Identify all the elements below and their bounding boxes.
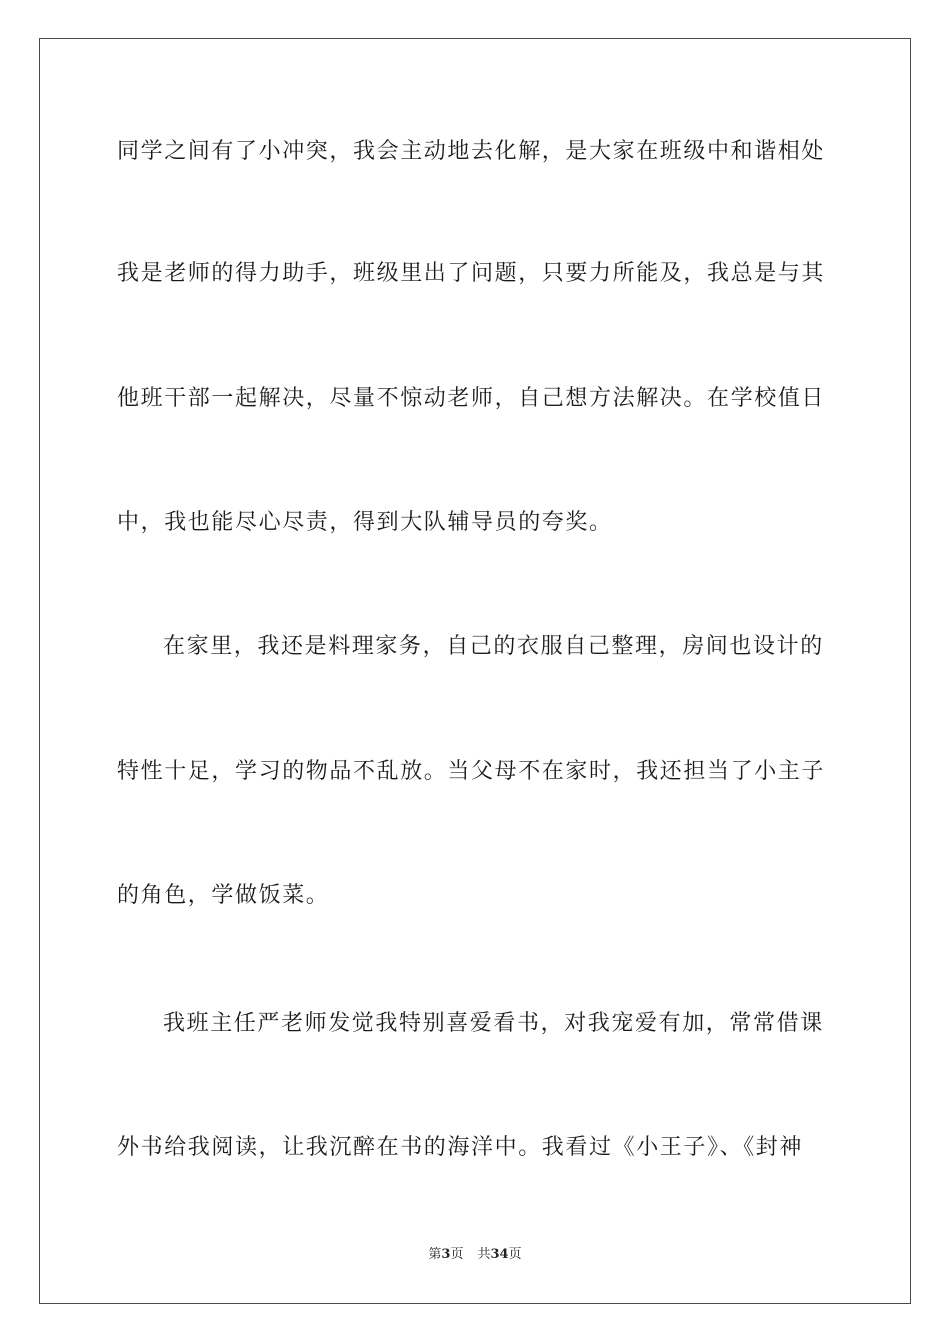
page-border: [39, 38, 911, 1304]
text-line-4: 中，我也能尽心尽责，得到大队辅导员的夸奖。: [117, 510, 613, 535]
text-line-5: 在家里，我还是料理家务，自己的衣服自己整理，房间也设计的: [163, 634, 824, 659]
page-suffix: 页: [450, 1247, 464, 1262]
text-line-2: 我是老师的得力助手，班级里出了问题，只要力所能及，我总是与其: [117, 261, 826, 286]
text-line-1: 同学之间有了小冲突，我会主动地去化解，是大家在班级中和谐相处: [117, 139, 826, 164]
page-prefix: 第: [428, 1247, 442, 1262]
text-line-9: 外书给我阅读，让我沉醉在书的海洋中。我看过《小王子》、《封神: [117, 1135, 804, 1160]
text-line-3: 他班干部一起解决，尽量不惊动老师，自己想方法解决。在学校值日: [117, 386, 826, 411]
text-line-7: 的角色，学做饭菜。: [117, 883, 330, 908]
text-line-8: 我班主任严老师发觉我特别喜爱看书，对我宠爱有加，常常借课: [163, 1011, 824, 1036]
total-pages: 34: [490, 1247, 509, 1262]
page-number: 3: [441, 1247, 451, 1262]
total-suffix: 页: [508, 1247, 522, 1262]
page-footer: [0, 1246, 950, 1264]
total-prefix: 共: [477, 1247, 491, 1262]
text-line-6: 特性十足，学习的物品不乱放。当父母不在家时，我还担当了小主子: [117, 759, 826, 784]
